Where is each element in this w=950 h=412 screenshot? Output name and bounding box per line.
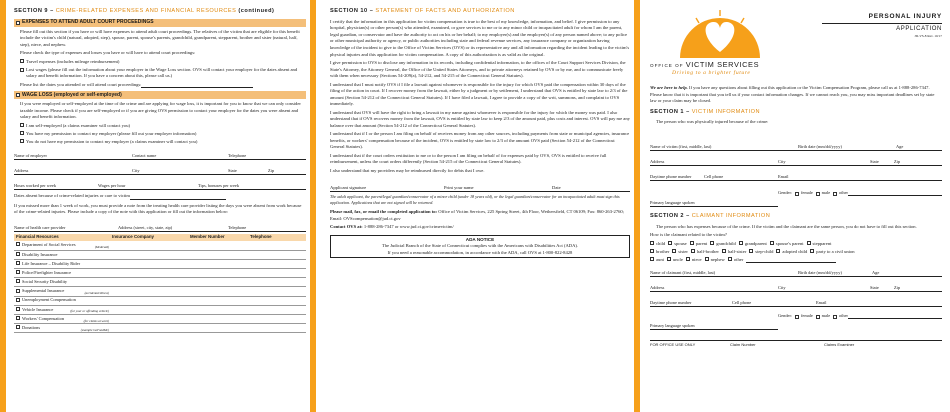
sun-heart-icon <box>650 8 800 60</box>
victim-female-label: female <box>800 189 813 195</box>
table-row[interactable] <box>14 305 306 314</box>
financial-resource-label: Donations <box>22 325 41 331</box>
permission-checkbox[interactable] <box>20 131 24 135</box>
financial-input-cell[interactable] <box>110 278 188 287</box>
contact-name-label: Contact name <box>132 153 157 159</box>
financial-resource-note: (example GoFundMe) <box>80 327 109 332</box>
section-10-heading <box>330 8 630 16</box>
table-row[interactable] <box>14 268 306 277</box>
financial-input-cell[interactable] <box>248 241 306 250</box>
relation-option-label: niece <box>691 256 702 262</box>
table-row[interactable] <box>14 324 306 333</box>
contact-line <box>330 224 630 231</box>
travel-label: Travel expenses (includes mileage reimbursement) <box>26 59 120 64</box>
ada-line-1: The Judicial Branch of the State of Connecticut complies with the Americans with Disabilities Act (ADA). <box>381 243 579 249</box>
victim-phone-label: Daytime phone number <box>650 173 692 179</box>
claimant-age-label: Age <box>872 270 880 276</box>
employer-row-2[interactable] <box>14 164 306 175</box>
relation-option-label: adopted child <box>782 248 808 254</box>
financial-resource-note: (for claims at work) <box>83 318 109 323</box>
section-9-continued: (continued) <box>238 8 275 14</box>
claims-examiner-label: Claims Examiner <box>824 342 855 348</box>
provider-address-label: Address (street, city, state, zip) <box>118 224 173 230</box>
permission-option <box>14 131 306 138</box>
financial-input-cell[interactable] <box>110 287 188 296</box>
mail-address: Office of Victim Services, 225 Spring Street, 4th Floor, Wethersfield, CT 06109; Fax: 860-263-2760; Email: OVScompensation@jud.ct.gov <box>330 209 624 221</box>
financial-input-cell[interactable] <box>248 287 306 296</box>
relation-checkbox[interactable] <box>710 241 714 245</box>
claimant-cell-label: Cell phone <box>732 300 752 306</box>
relation-line-2 <box>650 249 942 256</box>
section-1-description: The person who was physically injured because of the crime: <box>656 119 769 125</box>
date-label: Date <box>552 184 561 190</box>
victim-row-2[interactable] <box>650 155 942 166</box>
org-name: VICTIM SERVICES <box>685 60 760 69</box>
hours-label: Hours worked per week <box>14 183 57 189</box>
relation-checkbox[interactable] <box>650 249 654 253</box>
employer-telephone-label: Telephone <box>228 153 247 159</box>
financial-resource-checkbox[interactable] <box>16 261 20 265</box>
financial-input-cell[interactable] <box>188 287 248 296</box>
victim-cell-label: Cell phone <box>704 173 724 179</box>
relation-checkbox[interactable] <box>672 249 676 253</box>
authorization-paragraph-5: I understand that if I or the person I am filing on behalf of receives money from any other sources, including payments from state or municipal agencies, insurance benefits, or workers' compensation because of the incident, OVS is entitled by state law to 2/3 of the amount OVS paid (Section 54-212 of the Connecticut General Statutes). <box>330 131 630 150</box>
cover-panel <box>640 0 950 412</box>
section-1-heading <box>650 109 942 117</box>
relation-option-label: grandchild <box>716 240 736 246</box>
employer-address-label: Address <box>14 168 29 174</box>
dates-absent-field[interactable] <box>14 193 306 200</box>
relation-option-label: half-brother <box>696 248 719 254</box>
ovs-logo <box>650 8 800 82</box>
financial-resource-cell <box>14 296 110 305</box>
financial-resource-checkbox[interactable] <box>16 325 20 329</box>
mail-label: Please mail, fax, or email the completed application to: <box>330 209 438 215</box>
financial-resources-header: Financial Resources <box>14 234 110 241</box>
section-2-title: SECTION 2 – <box>650 213 690 219</box>
relation-option-label: parent <box>695 240 708 246</box>
relation-question: How is the claimant related to the victim? <box>650 232 727 238</box>
financial-resource-checkbox[interactable] <box>16 298 20 302</box>
relation-option-label: other <box>733 256 744 262</box>
self-employed-checkbox[interactable] <box>20 123 24 127</box>
document-type <box>822 8 942 82</box>
claimant-gender-row <box>650 308 942 319</box>
help-paragraph <box>650 85 942 105</box>
financial-resource-note: (Medicaid) <box>94 245 109 250</box>
financial-resource-checkbox[interactable] <box>16 316 20 320</box>
financial-input-cell[interactable] <box>110 305 188 314</box>
financial-input-cell[interactable] <box>188 250 248 259</box>
financial-input-cell[interactable] <box>248 314 306 323</box>
financial-resource-cell <box>14 268 110 277</box>
self-employed-option <box>14 123 306 130</box>
authorization-paragraph-2: I give permission to OVS to disclose any information in its records, including confidential information, to the offices of the Court Support Services Division, the State's Attorney, the Attorney General, the Office of the United States Attorneys, and to private attorneys retained by OVS or by me, and to communicate freely with them when necessary (Sections 54-209(a), 54-212, and 54-215 of the Connecticut General Statutes). <box>330 60 626 79</box>
provider-telephone-label: Telephone <box>228 224 247 230</box>
wage-loss-bar-label: WAGE LOSS (employed or self-employed) <box>22 91 122 98</box>
employer-row-3[interactable] <box>14 179 306 190</box>
contact-label: Contact OVS at: <box>330 224 363 230</box>
document-title: PERSONAL INJURY <box>868 13 942 20</box>
relation-checkbox[interactable] <box>722 249 726 253</box>
victim-male-checkbox[interactable] <box>816 192 820 196</box>
travel-option <box>14 59 306 66</box>
victim-other-checkbox[interactable] <box>833 192 837 196</box>
financial-resource-label: Unemployment Compensation <box>22 297 76 303</box>
dates-absent-label: Dates absent because of crime-related injuries or care to victim <box>14 193 130 199</box>
relation-option-label: stepparent <box>812 240 832 246</box>
financial-resources-body <box>14 241 306 333</box>
financial-input-cell[interactable] <box>188 268 248 277</box>
relation-option-label: half-sister <box>727 248 747 254</box>
financial-input-cell[interactable] <box>110 296 188 305</box>
no-permission-label: You do not have my permission to contact my employer (a claims examiner will contact you) <box>26 138 198 144</box>
financial-resource-label: Department of Social Services <box>22 242 76 248</box>
table-row[interactable] <box>14 259 306 268</box>
claimant-email-label: Email <box>816 300 827 306</box>
financial-input-cell[interactable] <box>110 268 188 277</box>
claimant-row-3[interactable] <box>650 296 942 307</box>
expenses-intro: Please fill out this section if you have or will have expenses to attend adult court proceedings. The relatives of the victim that are eligible for this benefit include the victim's child (natural, adopted, step), spouse, parent, spouse's parents, grandchild, grandparent, stepparent, brother and sister (natural, half, step), niece, and nephew. <box>20 28 300 47</box>
expenses-checkbox[interactable] <box>16 21 20 25</box>
relation-option-label: child <box>656 240 666 246</box>
court-dates-field[interactable] <box>14 82 306 89</box>
financial-input-cell[interactable] <box>188 278 248 287</box>
expenses-check-type: Please check the type of expenses and losses you have or will have to attend court proceedings: <box>20 50 196 56</box>
financial-resource-cell <box>14 324 110 333</box>
court-dates-label: Please list the dates you attended or will attend court proceedings: <box>20 81 142 87</box>
telephone-header: Telephone <box>248 234 306 241</box>
authorization-paragraph-1: I certify that the information in this application for victim compensation is true to the best of my knowledge, information, and belief. I give permission to any hospital, physician(s) or other person(s) who attended, examined, or gave services to me or to any minor child or incapacitated adult for whom I am the parent, legal guardian, or conservator and have the authority to act on his or her behalf; to my employer(s) and the employer(s) of any person named above; to any police or other municipal authority or agency, or public authorities including state and federal revenue services, any insurance company or organization having knowledge of the incident to give to the Office of Victim Services (OVS) or its representative any and all information regarding the incident leading to the victim's physical injuries and this application for victim compensation. A copy of this authorization is as valid as the original. <box>330 18 630 57</box>
section-9-subtitle: CRIME-RELATED EXPENSES AND FINANCIAL RESOURCES <box>55 8 237 14</box>
financial-resource-label: Social Security Disability <box>22 279 68 285</box>
claimant-gender-label: Gender: <box>778 313 793 319</box>
victim-zip-label: Zip <box>894 158 901 164</box>
financial-input-cell[interactable] <box>188 305 248 314</box>
financial-input-cell[interactable] <box>248 250 306 259</box>
financial-resource-label: Workers' Compensation <box>22 315 65 321</box>
mail-instructions <box>330 209 630 222</box>
lost-wages-label: Lost wages (please fill out the information about your employer in the Wage Loss section. OVS will contact your employer for the dates absent and salary and benefit information. If you have a concern about this, please call us.) <box>26 66 298 79</box>
contact-info[interactable]: 1-888-286-7347 or www.jud.ct.gov/crimevictim/ <box>363 224 454 230</box>
claimant-birthdate-label: Birth date (mm/dd/yyyy) <box>798 270 842 276</box>
victim-gender-row <box>650 185 942 196</box>
section-10-subtitle: STATEMENT OF FACTS AND AUTHORIZATION <box>375 8 515 14</box>
relation-checkbox[interactable] <box>810 249 814 253</box>
authorization-paragraph-6: I understand that if the court orders restitution to me or to the person I am filing on behalf of for expenses paid by OVS, OVS is entitled to receive full reimbursement, unless the court orders differently (Section 54-215 of the Connecticut General Statutes). <box>330 152 607 165</box>
relation-other-line <box>746 258 836 263</box>
relation-option-label: nephew <box>710 256 725 262</box>
section-9-panel <box>6 0 310 412</box>
financial-resource-checkbox[interactable] <box>16 279 20 283</box>
financial-input-cell[interactable] <box>110 324 188 333</box>
help-text: If you have any questions about filling out this application or the Victim Compensation Program, please call us at 1-888-286-7347. Please know that it is important that you tell us if your contact information changes. If we cannot reach you, you may miss important deadlines set by state law or your claim may be closed. <box>650 85 935 104</box>
relation-line-3 <box>650 257 942 264</box>
section-2-description: The person who has expenses because of the crime. If the victim and the claimant are the same person, you do not have to fill out this section. <box>656 223 917 229</box>
victim-birthdate-label: Birth date (mm/dd/yyyy) <box>798 143 842 149</box>
provider-name-label: Name of health care provider <box>14 224 66 230</box>
missed-work-note: If you missed more than 1 week of work, you must provide a note from the treating health care provider listing the days you were absent from work because of the crime-related injuries. Please include a copy of the note with this application or fill out the information below: <box>14 202 302 215</box>
claimant-other-label: other <box>838 313 848 319</box>
financial-input-cell[interactable] <box>248 324 306 333</box>
relation-option-label: brother <box>656 248 670 254</box>
financial-resource-note: (for your or offending vehicle) <box>70 309 109 314</box>
claim-number-label: Claim Number <box>730 342 756 348</box>
claimant-phone-label: Daytime phone number <box>650 300 692 306</box>
financial-input-cell[interactable] <box>188 324 248 333</box>
victim-city-label: City <box>778 158 786 164</box>
victim-state-label: State <box>870 158 879 164</box>
tips-label: Tips, bonuses per week <box>198 183 240 189</box>
financial-input-cell[interactable] <box>248 296 306 305</box>
relation-option-label: spouse <box>674 240 687 246</box>
financial-resource-cell <box>14 287 110 296</box>
expenses-bar <box>14 19 306 27</box>
signature-label: Applicant signature <box>330 184 367 190</box>
org-slogan: Driving to a brighter future <box>672 70 751 76</box>
table-row[interactable] <box>14 287 306 296</box>
relation-option-label: spouse's parent <box>775 240 804 246</box>
travel-checkbox[interactable] <box>20 59 24 63</box>
victim-row-1[interactable] <box>650 140 942 151</box>
relation-checkbox[interactable] <box>686 257 690 261</box>
ada-title: ADA NOTICE <box>465 236 495 242</box>
claimant-other-checkbox[interactable] <box>833 315 837 319</box>
authorization-paragraph-3: I understand that I must notify OVS if I file a lawsuit against whomever is responsible for the injury for which OVS paid the compensation within 30 days of the filing of the action in court. If I recover money from the lawsuit, either by a judgment or by settlement, I understand that OVS is entitled by state law to 2/3 of the amount (Section 54-212 of the Connecticut General Statutes). If I have filed a lawsuit, I agree to provide a copy of the writ, summons, and complaint to OVS immediately. <box>330 81 628 107</box>
financial-input-cell[interactable] <box>248 259 306 268</box>
financial-resource-note: (accidental/illness) <box>84 290 109 295</box>
financial-input-cell[interactable] <box>248 268 306 277</box>
ada-notice <box>330 235 630 259</box>
claimant-male-label: male <box>821 313 831 319</box>
relation-checkbox[interactable] <box>667 257 671 261</box>
health-provider-row[interactable] <box>14 221 306 232</box>
financial-input-cell[interactable] <box>248 305 306 314</box>
financial-resource-cell <box>14 278 110 287</box>
claimant-row-1[interactable] <box>650 266 942 277</box>
relation-option-label: party to a civil union <box>816 248 855 254</box>
employer-city-label: City <box>132 168 140 174</box>
financial-input-cell[interactable] <box>248 278 306 287</box>
claimant-female-checkbox[interactable] <box>795 315 799 319</box>
no-permission-checkbox[interactable] <box>20 139 24 143</box>
financial-resource-checkbox[interactable] <box>16 270 20 274</box>
permission-label: You have my permission to contact my employer (please fill out your employer information) <box>26 130 197 136</box>
help-lead: We are here to help. <box>650 85 688 90</box>
section-2-subtitle: CLAIMANT INFORMATION <box>691 213 771 219</box>
financial-input-cell[interactable] <box>110 314 188 323</box>
relation-checkbox[interactable] <box>691 249 695 253</box>
relation-option-label: aunt <box>656 256 664 262</box>
ada-line-2: If you need a reasonable accommodation, in accordance with the ADA, call OVS at 1-800-822-8428 <box>387 249 573 255</box>
employer-zip-label: Zip <box>268 168 275 174</box>
wage-loss-checkbox[interactable] <box>16 93 20 97</box>
victim-female-checkbox[interactable] <box>795 192 799 196</box>
victim-age-label: Age <box>896 143 904 149</box>
relation-checkbox[interactable] <box>705 257 709 261</box>
office-use-label: FOR OFFICE USE ONLY <box>650 342 696 348</box>
expenses-bar-label: EXPENSES TO ATTEND ADULT COURT PROCEEDINGS <box>22 19 154 26</box>
table-row[interactable] <box>14 296 306 305</box>
financial-resource-cell <box>14 305 110 314</box>
print-name-label: Print your name <box>444 184 474 190</box>
relation-checkbox[interactable] <box>739 241 743 245</box>
relation-checkbox[interactable] <box>650 241 654 245</box>
authorization-paragraph-4: I understand that OVS will have the right to bring a lawsuit in my name against whomever is responsible for the injury for which the money was paid. I also understand that if OVS recovers money from the lawsuit, OVS is entitled by state law to keep 2/3 of the amount paid, plus costs and interest. OVS will pay me any balance over that amount (Section 54-212 of the Connecticut General Statutes). <box>330 109 630 128</box>
section-9-heading <box>14 8 306 16</box>
relation-option-label: uncle <box>672 256 683 262</box>
victim-email-label: Email <box>778 173 789 179</box>
office-of-text: OFFICE OF <box>650 63 684 68</box>
wage-loss-bar <box>14 91 306 99</box>
ovs-wordmark <box>650 60 759 71</box>
table-row[interactable] <box>14 241 306 250</box>
relation-line-1 <box>650 241 942 248</box>
relation-checkbox[interactable] <box>770 241 774 245</box>
relation-checkbox[interactable] <box>776 249 780 253</box>
insurance-company-header: Insurance Company <box>110 234 188 241</box>
claimant-city-label: City <box>778 285 786 291</box>
financial-resource-label: Life Insurance – Disability Rider <box>22 260 81 266</box>
self-employed-label: I am self-employed (a claims examiner will contact you) <box>26 123 131 128</box>
financial-resource-cell <box>14 241 110 250</box>
section-1-title: SECTION 1 – <box>650 108 690 115</box>
employer-name-label: Name of employer <box>14 153 47 159</box>
document-subtitle: APPLICATION <box>822 23 942 34</box>
financial-resources-table <box>14 234 306 333</box>
financial-input-cell[interactable] <box>188 259 248 268</box>
table-row[interactable] <box>14 250 306 259</box>
financial-resource-cell <box>14 259 110 268</box>
financial-resource-checkbox[interactable] <box>16 242 20 246</box>
wages-label: Wages per hour <box>98 183 126 189</box>
victim-row-3[interactable] <box>650 170 942 181</box>
claimant-language-label: Primary language spoken <box>650 323 695 329</box>
claimant-address-label: Address <box>650 285 665 291</box>
relation-option-label: sister <box>678 248 688 254</box>
victim-address-label: Address <box>650 158 665 164</box>
claimant-row-2[interactable] <box>650 281 942 292</box>
financial-input-cell[interactable] <box>110 250 188 259</box>
court-dates-line <box>141 83 253 88</box>
financial-resource-label: Disability Insurance <box>22 251 58 257</box>
claimant-name-label: Name of claimant (first, middle, last) <box>650 270 716 276</box>
victim-language-field[interactable] <box>650 196 778 207</box>
financial-resource-cell <box>14 314 110 323</box>
financial-header-row <box>14 234 306 241</box>
relation-option-label: step-child <box>755 248 774 254</box>
financial-input-cell[interactable] <box>110 241 188 250</box>
employer-row-1[interactable] <box>14 149 306 160</box>
table-row[interactable] <box>14 314 306 323</box>
victim-language-label: Primary language spoken <box>650 199 695 205</box>
financial-resource-checkbox[interactable] <box>16 289 20 293</box>
signature-row[interactable] <box>330 182 630 192</box>
lost-wages-option <box>14 67 306 80</box>
table-row[interactable] <box>14 278 306 287</box>
financial-input-cell[interactable] <box>188 314 248 323</box>
employer-state-label: State <box>228 168 237 174</box>
relation-checkbox[interactable] <box>749 249 753 253</box>
no-permission-option <box>14 139 306 146</box>
relation-checkbox[interactable] <box>807 241 811 245</box>
relation-checkbox[interactable] <box>650 257 654 261</box>
financial-resource-label: Supplemental Insurance <box>22 288 65 294</box>
section-1-subtitle: VICTIM INFORMATION <box>691 108 761 115</box>
signature-note: The adult applicant, the parent/legal guardian/conservator of a minor child (under 18 years old), or the legal guardian/conservator for an incapacitated adult must sign this application. Applications that are not signed will be returned. <box>330 194 620 206</box>
relation-option-label: grandparent <box>744 240 767 246</box>
claimant-female-label: female <box>800 313 813 319</box>
lost-wages-checkbox[interactable] <box>20 68 24 72</box>
victim-male-label: male <box>821 189 831 195</box>
victim-other-label: other <box>838 189 848 195</box>
section-10-panel <box>316 0 634 412</box>
authorization-paragraph-7: I also understand that my providers may be reimbursed directly for debts that I owe. <box>330 167 485 173</box>
logo-header <box>650 8 942 82</box>
claimant-male-checkbox[interactable] <box>816 315 820 319</box>
revision-code: JD-VS-8 Rev. 10/17 <box>914 33 942 38</box>
relation-checkbox[interactable] <box>668 241 672 245</box>
dates-absent-line <box>130 195 226 200</box>
financial-resource-label: Police/Firefighter Insurance <box>22 269 72 275</box>
member-number-header: Member Number <box>188 234 248 241</box>
claimant-language-field[interactable] <box>650 319 778 330</box>
victim-gender-label: Gender: <box>778 189 793 195</box>
victim-name-label: Name of victim (first, middle, last) <box>650 143 712 149</box>
wage-loss-intro: If you were employed or self-employed at the time of the crime and are applying for wage loss, it is important for you to know that we can only consider taxable income. Please check if you are self-employed or if you are giving OVS permission to contact your employer for the dates you were absent and salary and benefit information. <box>20 101 301 120</box>
claimant-gender-line <box>848 314 942 319</box>
financial-resource-checkbox[interactable] <box>16 307 20 311</box>
relation-checkbox[interactable] <box>690 241 694 245</box>
claimant-state-label: State <box>870 285 879 291</box>
section-2-heading <box>650 213 942 221</box>
claimant-zip-label: Zip <box>894 285 901 291</box>
financial-resource-label: Vehicle Insurance <box>22 306 54 312</box>
victim-gender-line <box>848 191 942 196</box>
financial-input-cell[interactable] <box>110 259 188 268</box>
financial-resource-cell <box>14 250 110 259</box>
section-9-title: SECTION 9 – <box>14 8 54 14</box>
office-use-row <box>650 340 942 348</box>
relation-checkbox[interactable] <box>728 257 732 261</box>
financial-input-cell[interactable] <box>188 296 248 305</box>
financial-resource-checkbox[interactable] <box>16 252 20 256</box>
financial-input-cell[interactable] <box>188 241 248 250</box>
section-10-title: SECTION 10 – <box>330 8 374 14</box>
